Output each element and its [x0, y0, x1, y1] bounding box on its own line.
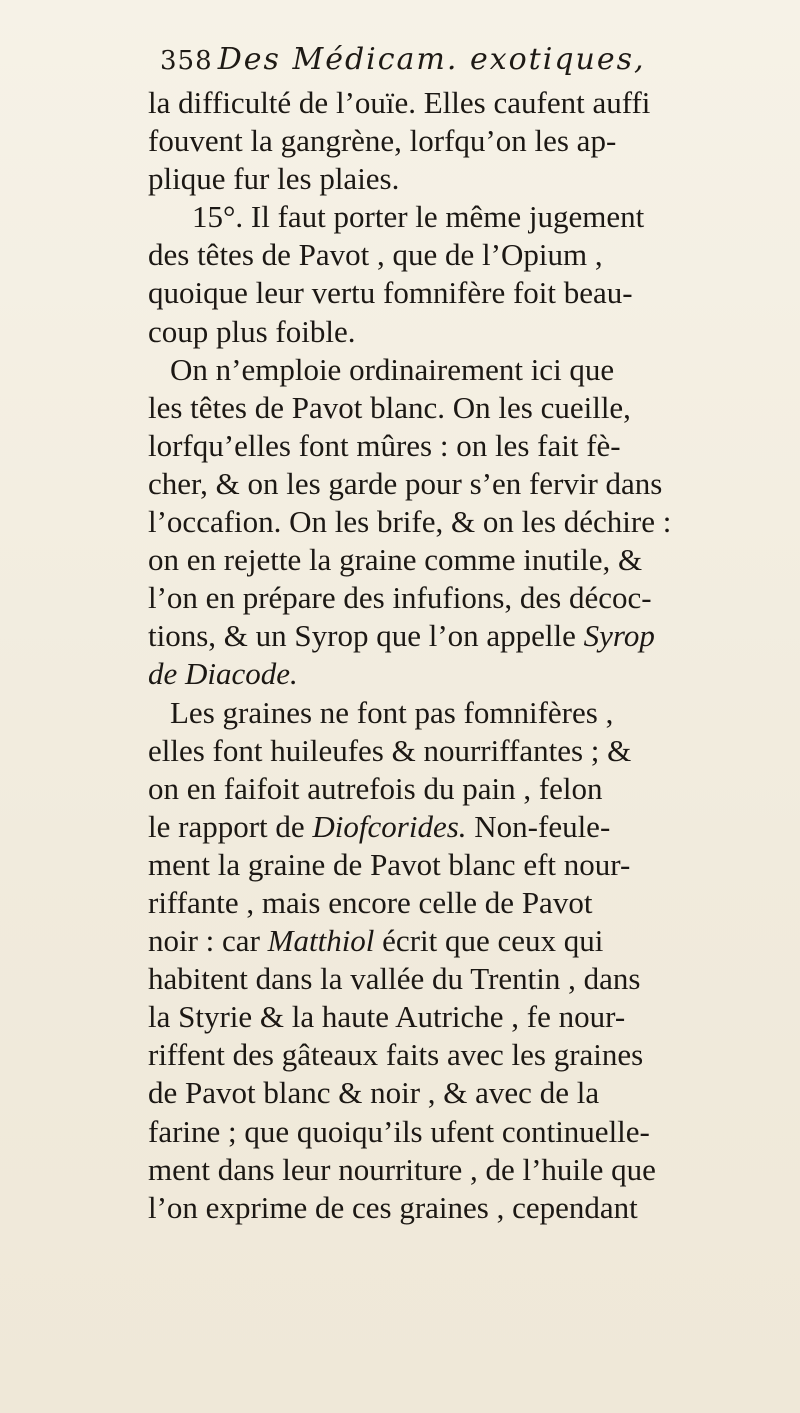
text-segment: le rapport de: [148, 808, 313, 844]
text-segment: noir : car: [148, 923, 268, 959]
text-line: [148, 1189, 788, 1227]
page-header: [160, 42, 780, 90]
text-line: [148, 236, 788, 274]
text-segment: de Pavot blanc & noir , & avec de la: [148, 1075, 600, 1111]
text-segment: riffante , mais encore celle de Pavot: [148, 884, 593, 920]
text-segment: on en rejette la graine comme inutile, &: [148, 542, 643, 578]
text-segment: la Styrie & la haute Autriche , fe nour-: [148, 999, 626, 1035]
italic-text: Matthiol: [267, 923, 375, 959]
text-segment: fouvent la gangrène, lorfqu’on les ap-: [148, 123, 617, 159]
italic-text: Syrop: [583, 618, 655, 654]
text-line: [148, 1151, 788, 1189]
text-line: [148, 770, 788, 808]
text-line: [148, 617, 788, 655]
text-segment: On n’emploie ordinairement ici que: [170, 351, 615, 387]
text-line: [148, 427, 788, 465]
text-line: [148, 922, 788, 960]
text-segment: 15°. Il faut porter le même jugement: [192, 199, 645, 235]
text-line: [148, 579, 788, 617]
text-line: [148, 198, 788, 236]
text-line: [148, 465, 788, 503]
text-line: [148, 732, 788, 770]
text-line: [148, 160, 788, 198]
text-segment: Les graines ne font pas fomnifères ,: [170, 694, 614, 730]
text-segment: quoique leur vertu fomnifère foit beau-: [148, 275, 633, 311]
text-line: [148, 1036, 788, 1074]
text-line: [148, 274, 788, 312]
text-segment: les têtes de Pavot blanc. On les cueille,: [148, 389, 631, 425]
text-line: [148, 884, 788, 922]
text-segment: elles font huileufes & nourriffantes ; &: [148, 732, 632, 768]
text-segment: l’occafion. On les brife, & on les déchire :: [148, 504, 672, 540]
text-segment: lorfqu’elles font mûres : on les fait fè-: [148, 427, 621, 463]
text-segment: Non-feule-: [466, 808, 611, 844]
text-line: [148, 84, 788, 122]
text-segment: tions, & un Syrop que l’on appelle: [148, 618, 584, 654]
text-line: [148, 960, 788, 998]
text-segment: ment la graine de Pavot blanc eft nour-: [148, 846, 631, 882]
text-segment: cher, & on les garde pour s’en fervir dans: [148, 465, 663, 501]
text-line: [148, 351, 788, 389]
text-segment: écrit que ceux qui: [374, 923, 604, 959]
text-segment: l’on exprime de ces graines , cependant: [148, 1189, 638, 1225]
text-segment: on en faifoit autrefois du pain , felon: [148, 770, 603, 806]
text-segment: ment dans leur nourriture , de l’huile que: [148, 1151, 656, 1187]
text-line: [148, 541, 788, 579]
italic-text: Diofcorides.: [312, 808, 467, 844]
text-line: [148, 389, 788, 427]
page-number: 358: [160, 46, 213, 76]
text-line: [148, 1113, 788, 1151]
text-line: [148, 313, 788, 351]
text-segment: la difficulté de l’ouïe. Elles caufent auffi: [148, 85, 651, 120]
text-segment: farine ; que quoiqu’ils ufent continuelle-: [148, 1113, 650, 1149]
text-line: [148, 694, 788, 732]
text-line: [148, 808, 788, 846]
body-text: [148, 84, 788, 1227]
text-line: [148, 503, 788, 541]
text-line: [148, 1074, 788, 1112]
text-segment: des têtes de Pavot , que de l’Opium ,: [148, 237, 603, 273]
text-line: [148, 655, 788, 693]
text-segment: l’on en prépare des infufions, des décoc-: [148, 580, 652, 616]
text-segment: habitent dans la vallée du Trentin , dans: [148, 961, 641, 997]
running-head: Des Médicam. exotiques,: [217, 42, 646, 77]
text-segment: plique fur les plaies.: [148, 161, 400, 197]
italic-text: de Diacode.: [148, 656, 298, 692]
text-segment: riffent des gâteaux faits avec les graines: [148, 1037, 644, 1073]
text-line: [148, 846, 788, 884]
text-line: [148, 998, 788, 1036]
text-segment: coup plus foible.: [148, 313, 356, 349]
text-line: [148, 122, 788, 160]
